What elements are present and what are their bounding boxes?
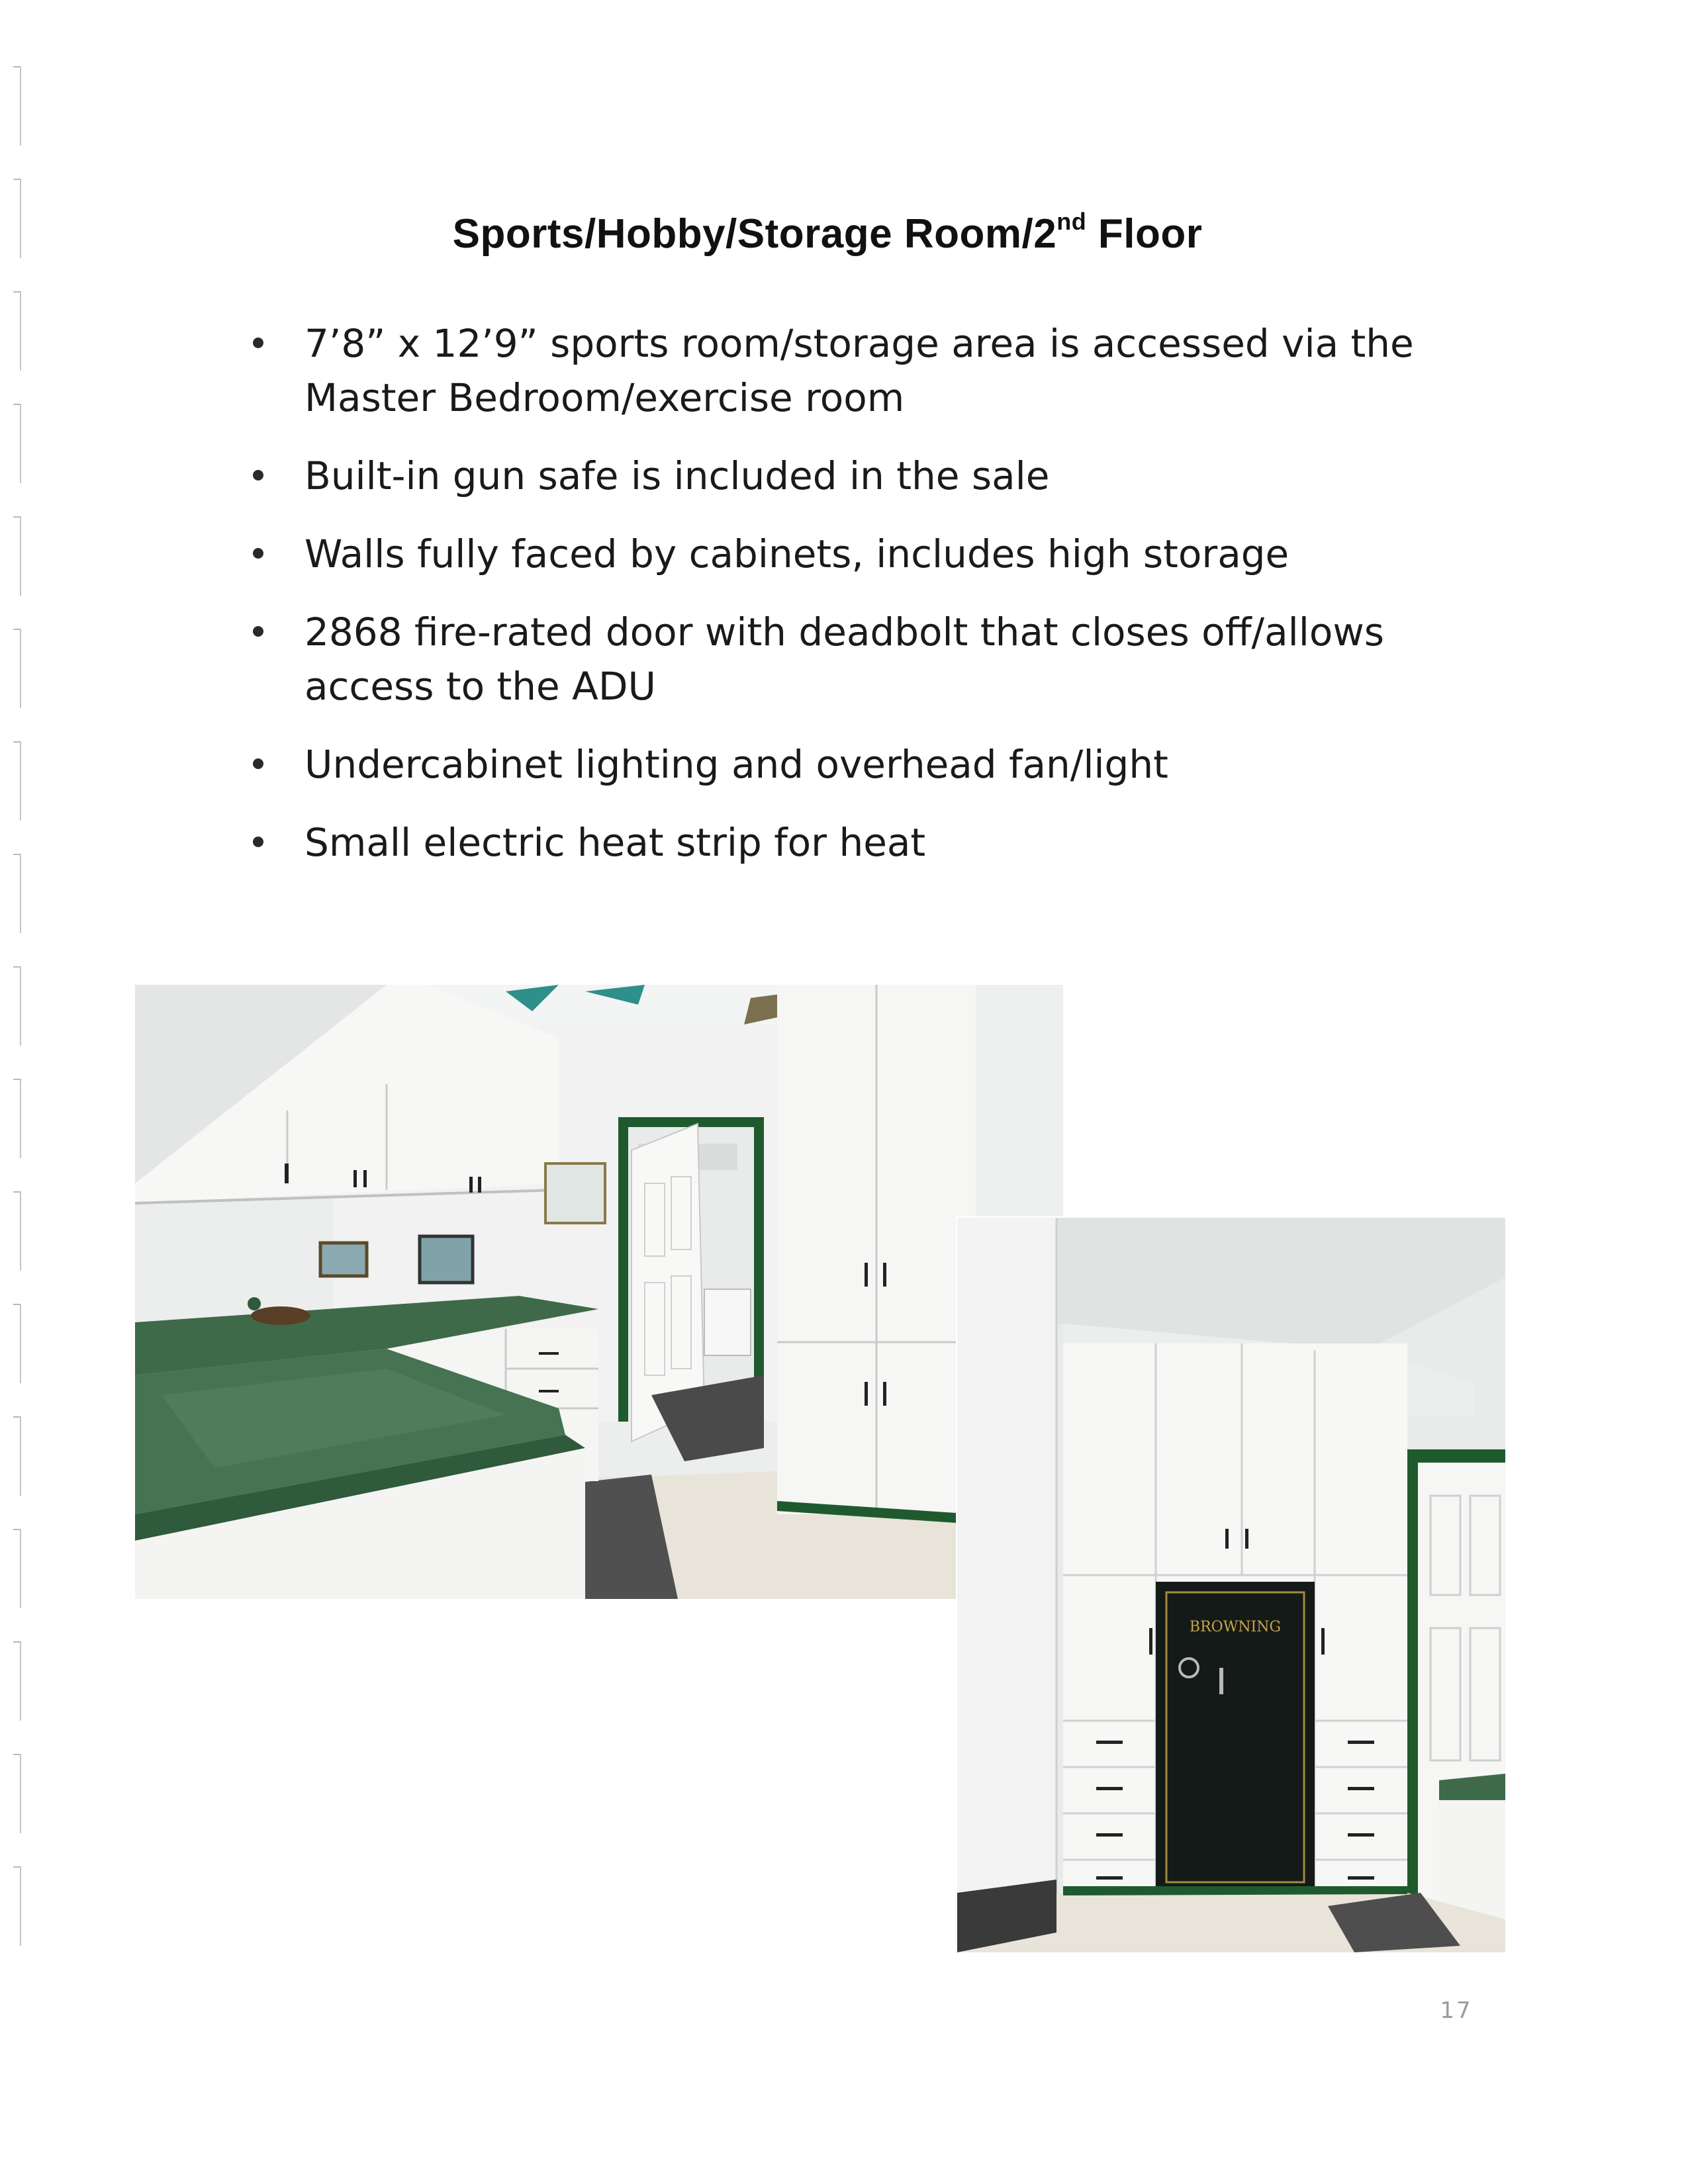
page-title: Sports/Hobby/Storage Room/2nd Floor — [452, 208, 1203, 257]
bullet-icon — [253, 758, 263, 769]
bullet-icon — [253, 470, 263, 480]
room-photo — [135, 985, 1063, 1599]
list-item: Small electric heat strip for heat — [246, 815, 1425, 870]
bullet-icon — [253, 548, 263, 559]
list-item: 2868 fire-rated door with deadbolt that closes off/allows access to the ADU — [246, 605, 1425, 713]
bullet-icon — [253, 626, 263, 637]
list-item: Undercabinet lighting and overhead fan/light — [246, 737, 1425, 792]
binding-marks — [13, 53, 33, 1999]
page-number: 17 — [1440, 1997, 1473, 2024]
bullet-icon — [253, 338, 263, 348]
list-item: 7’8” x 12’9” sports room/storage area is accessed via the Master Bedroom/exercise room — [246, 316, 1425, 425]
bullet-icon — [253, 837, 263, 847]
list-item: Built-in gun safe is included in the sale — [246, 449, 1425, 503]
feature-list — [246, 316, 1425, 893]
list-item: Walls fully faced by cabinets, includes high storage — [246, 527, 1425, 581]
safe-brand-label: BROWNING — [1189, 1619, 1282, 1635]
gun-safe-photo — [957, 1218, 1505, 1952]
